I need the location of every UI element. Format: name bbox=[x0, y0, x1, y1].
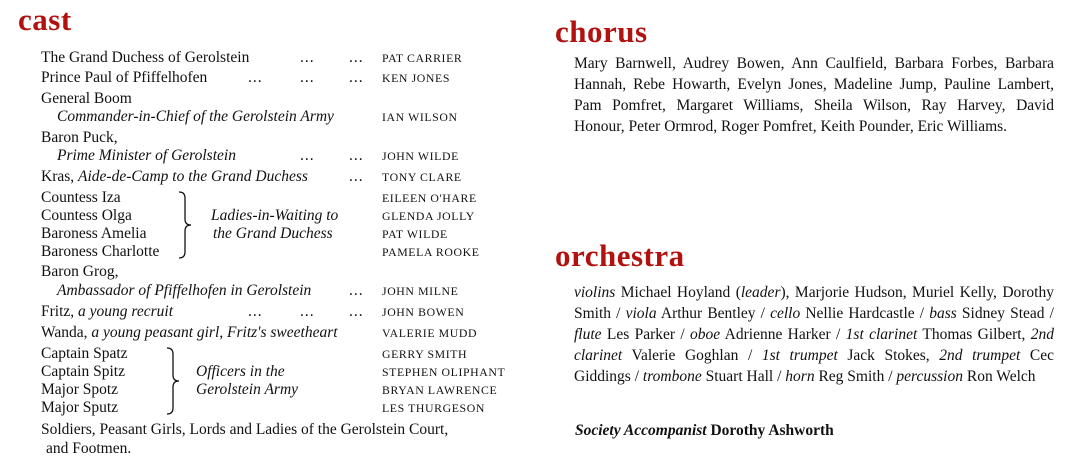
cast-role: Baron Grog, bbox=[41, 263, 119, 280]
officers-group-label: Officers in the bbox=[196, 363, 285, 380]
cast-role: Kras, Aide-de-Camp to the Grand Duchess bbox=[41, 168, 308, 185]
leader-dots: ... bbox=[300, 303, 315, 320]
leader-dots: ... bbox=[300, 69, 315, 86]
cast-role-description: Ambassador of Pfiffelhofen in Gerolstein bbox=[57, 282, 312, 299]
cast-actor: EILEEN O'HARE bbox=[382, 191, 477, 205]
cast-role: Baroness Amelia bbox=[41, 225, 147, 242]
cast-actor: PAMELA ROOKE bbox=[382, 245, 480, 259]
cast-role: Captain Spitz bbox=[41, 363, 125, 380]
orchestra-heading: orchestra bbox=[555, 238, 685, 273]
ladies-group-label: Ladies-in-Waiting to bbox=[211, 207, 339, 224]
leader-dots: ... bbox=[248, 69, 263, 86]
cast-role: Baron Puck, bbox=[41, 129, 118, 146]
cast-actor: JOHN MILNE bbox=[382, 284, 459, 298]
leader-dots: ... bbox=[349, 282, 364, 299]
chorus-members: Mary Barnwell, Audrey Bowen, Ann Caulfield, Barbara Forbes, Barbara Hannah, Rebe Howarth, Evelyn Jones, Madeline Jump, Pauline Lambert, Pam Pomfret, Margaret Williams, Sheila Wilson, Ray Harvey, David Honour, Peter Ormrod, Roger Pomfret, Keith Pounder, Eric Williams. bbox=[574, 55, 1054, 135]
cast-actor: GLENDA JOLLY bbox=[382, 209, 475, 223]
officers-group-label: Gerolstein Army bbox=[196, 381, 299, 398]
leader-dots: ... bbox=[349, 49, 364, 66]
leader-dots: ... bbox=[248, 303, 263, 320]
cast-role: Major Sputz bbox=[41, 399, 119, 416]
cast-actor: IAN WILSON bbox=[382, 110, 458, 124]
cast-role: Countess Olga bbox=[41, 207, 132, 224]
cast-footer: and Footmen. bbox=[46, 440, 132, 457]
cast-role-description: Prime Minister of Gerolstein bbox=[57, 147, 236, 164]
leader-dots: ... bbox=[300, 147, 315, 164]
cast-actor: VALERIE MUDD bbox=[382, 326, 478, 340]
cast-actor: KEN JONES bbox=[382, 71, 450, 85]
leader-dots: ... bbox=[300, 49, 315, 66]
cast-role: Fritz, a young recruit bbox=[41, 303, 174, 320]
cast-actor: PAT WILDE bbox=[382, 227, 448, 241]
orchestra-members: violins Michael Hoyland (leader), Marjorie Hudson, Muriel Kelly, Dorothy Smith / viola Arthur Bentley / cello Nellie Hardcastle / bass Sidney Stead / flute Les Parker / oboe Adrienne Harker / 1st clarinet Thomas Gilbert, 2nd clarinet Valerie Goghlan / 1st trumpet Jack Stokes, 2nd trumpet Cec Giddings / trombone Stuart Hall / horn Reg Smith / percussion Ron Welch bbox=[574, 284, 1055, 385]
society-accompanist: Society Accompanist Dorothy Ashworth bbox=[575, 422, 834, 439]
cast-role: Countess Iza bbox=[41, 189, 121, 206]
leader-dots: ... bbox=[349, 168, 364, 185]
cast-heading: cast bbox=[18, 2, 72, 37]
cast-actor: GERRY SMITH bbox=[382, 347, 468, 361]
cast-role: Prince Paul of Pfiffelhofen bbox=[41, 69, 208, 86]
cast-role: Major Spotz bbox=[41, 381, 119, 398]
cast-actor: JOHN WILDE bbox=[382, 149, 459, 163]
officers-brace bbox=[164, 346, 182, 416]
chorus-heading: chorus bbox=[555, 14, 648, 49]
cast-role: General Boom bbox=[41, 90, 132, 107]
ladies-brace bbox=[176, 190, 194, 260]
cast-actor: LES THURGESON bbox=[382, 401, 485, 415]
cast-role: The Grand Duchess of Gerolstein bbox=[41, 49, 250, 66]
leader-dots: ... bbox=[349, 69, 364, 86]
cast-role: Baroness Charlotte bbox=[41, 243, 160, 260]
cast-actor: STEPHEN OLIPHANT bbox=[382, 365, 506, 379]
cast-actor: JOHN BOWEN bbox=[382, 305, 465, 319]
leader-dots: ... bbox=[349, 147, 364, 164]
cast-role: Captain Spatz bbox=[41, 345, 128, 362]
cast-role: Wanda, a young peasant girl, Fritz's sweetheart bbox=[41, 324, 338, 341]
cast-actor: PAT CARRIER bbox=[382, 51, 463, 65]
cast-actor: TONY CLARE bbox=[382, 170, 462, 184]
cast-role-description: Commander-in-Chief of the Gerolstein Army bbox=[57, 108, 334, 125]
cast-footer: Soldiers, Peasant Girls, Lords and Ladies of the Gerolstein Court, bbox=[41, 421, 449, 438]
cast-actor: BRYAN LAWRENCE bbox=[382, 383, 498, 397]
leader-dots: ... bbox=[349, 303, 364, 320]
ladies-group-label: the Grand Duchess bbox=[213, 225, 333, 242]
